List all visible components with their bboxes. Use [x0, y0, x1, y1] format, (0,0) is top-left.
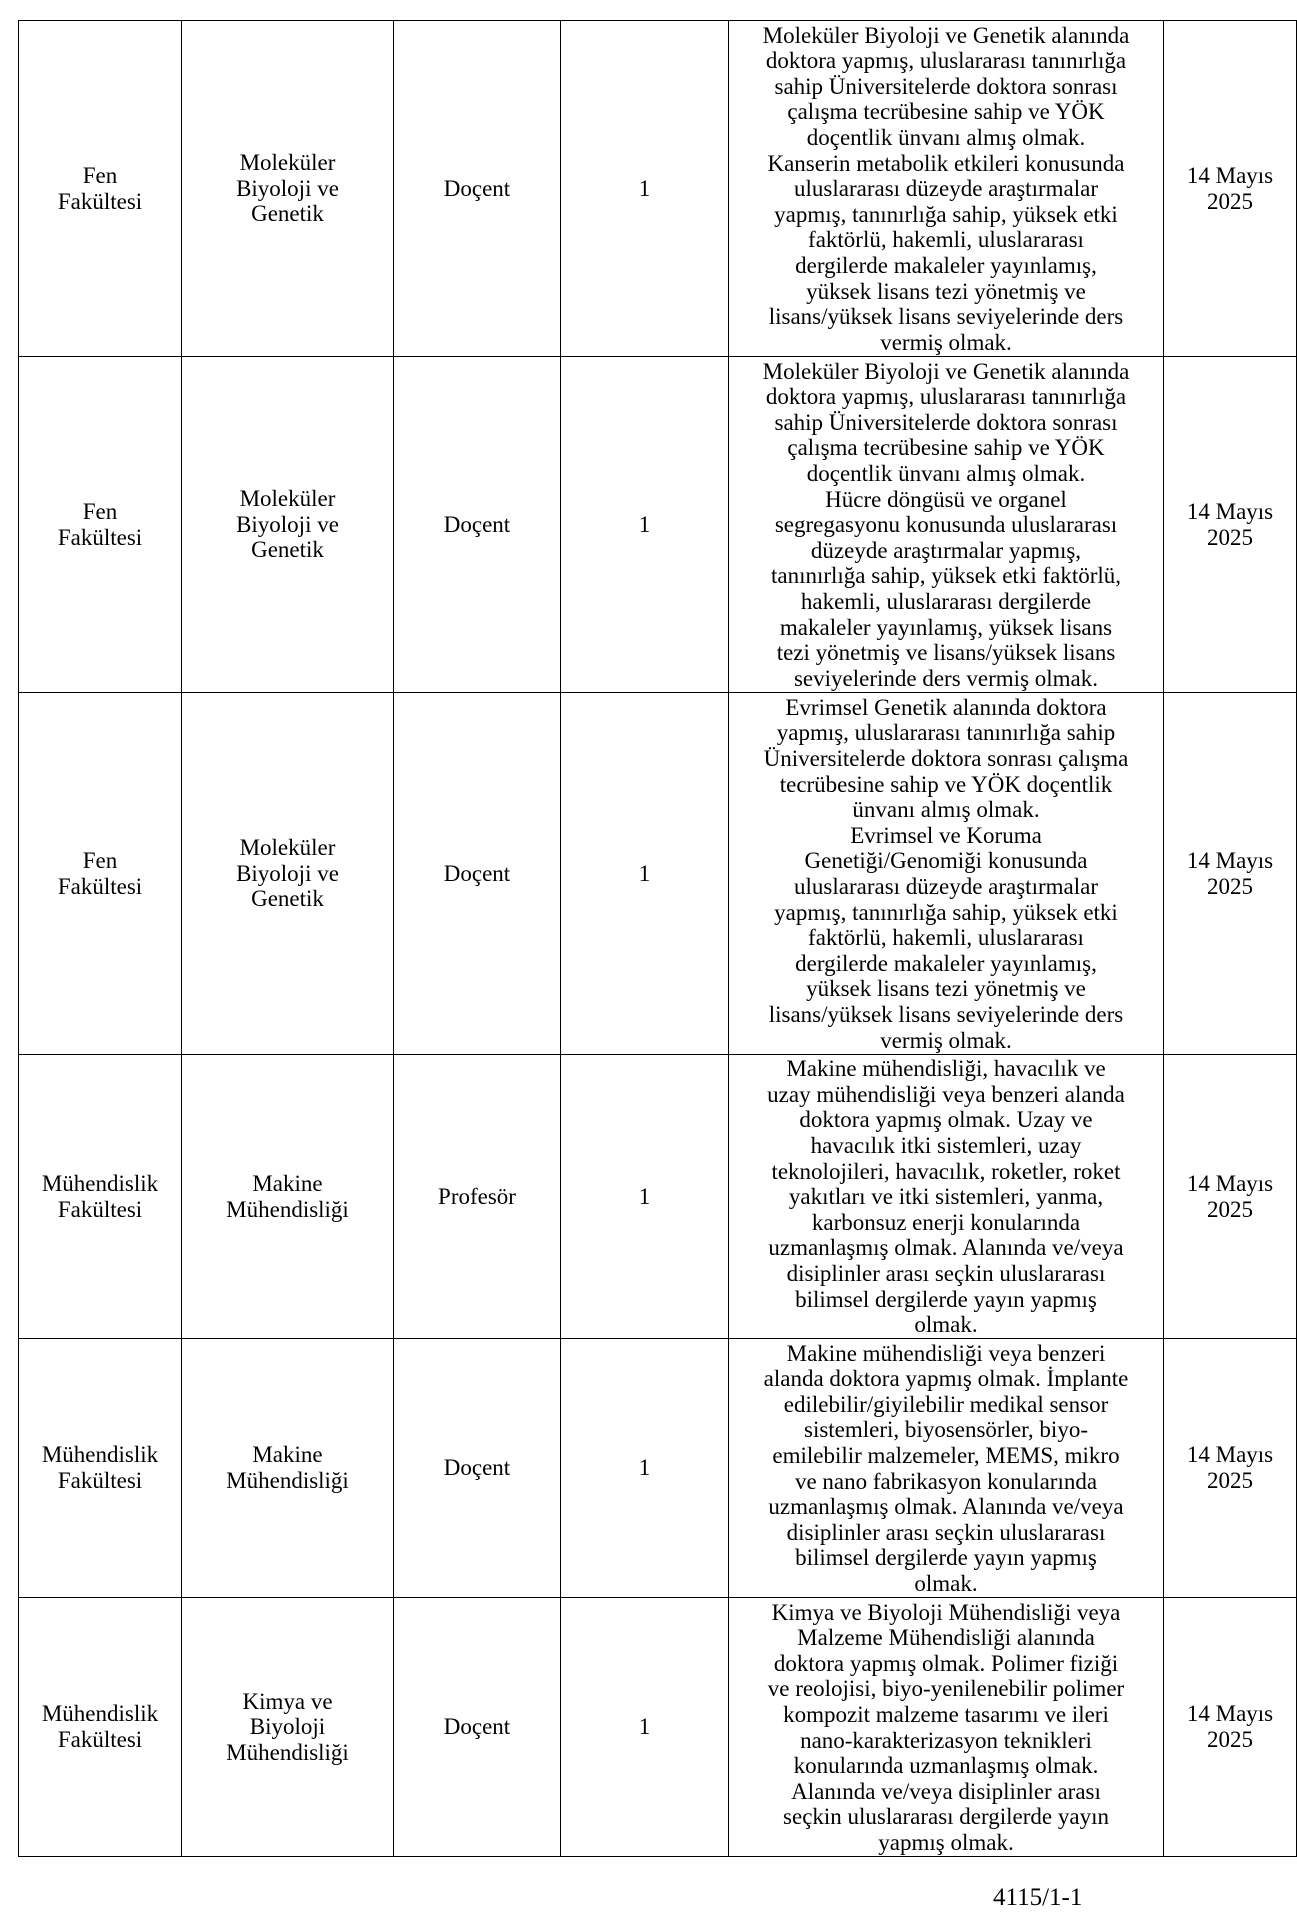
cell-count: 1	[561, 357, 729, 693]
requirements-text: Makine mühendisliği veya benzeri alanda doktora yapmış olmak. İmplante edilebilir/giyilebilir medikal sensor sistemleri, biyosensörler, biyo- emilebilir malzemeler, MEMS, mikro ve nano fabrikasyon konularında uzmanlaşmış olmak. Alanında ve/veya disiplinler arası seçkin uluslararası bilimsel dergilerde yayın yapmış olmak.	[763, 1340, 1129, 1596]
table-row	[19, 21, 1297, 357]
cell-date: 14 Mayıs 2025	[1164, 1055, 1297, 1339]
requirements-text: Evrimsel Genetik alanında doktora yapmış, uluslararası tanınırlığa sahip Üniversitelerde doktora sonrası çalışma tecrübesine sahip ve YÖK doçentlik ünvanı almış olmak. Evrimsel ve Koruma Genetiği/Genomiği konusunda uluslararası düzeyde araştırmalar yapmış, tanınırlığa sahip, yüksek etki faktörlü, hakemli, uluslararası dergilerde makaleler yayınlamış, yüksek lisans tezi yönetmiş ve lisans/yüksek lisans seviyelerinde ders vermiş olmak.	[763, 694, 1129, 1053]
cell-count: 1	[561, 693, 729, 1055]
cell-requirements	[729, 1055, 1164, 1339]
cell-date: 14 Mayıs 2025	[1164, 21, 1297, 357]
cell-department: Makine Mühendisliği	[182, 1339, 394, 1598]
cell-requirements	[729, 21, 1164, 357]
positions-table	[18, 20, 1297, 1857]
table-row	[19, 1339, 1297, 1598]
cell-date: 14 Mayıs 2025	[1164, 693, 1297, 1055]
cell-title: Doçent	[394, 693, 561, 1055]
cell-count: 1	[561, 1598, 729, 1857]
cell-faculty: Fen Fakültesi	[19, 21, 182, 357]
cell-faculty: Mühendislik Fakültesi	[19, 1055, 182, 1339]
cell-requirements	[729, 1339, 1164, 1598]
cell-title: Doçent	[394, 1598, 561, 1857]
cell-title: Profesör	[394, 1055, 561, 1339]
cell-requirements	[729, 1598, 1164, 1857]
requirements-text: Moleküler Biyoloji ve Genetik alanında doktora yapmış, uluslararası tanınırlığa sahip Üniversitelerde doktora sonrası çalışma tecrübesine sahip ve YÖK doçentlik ünvanı almış olmak. Hücre döngüsü ve organel segregasyonu konusunda uluslararası düzeyde araştırmalar yapmış, tanınırlığa sahip, yüksek etki faktörlü, hakemli, uluslararası dergilerde makaleler yayınlamış, yüksek lisans tezi yönetmiş ve lisans/yüksek lisans seviyelerinde ders vermiş olmak.	[762, 358, 1130, 691]
requirements-text: Kimya ve Biyoloji Mühendisliği veya Malzeme Mühendisliği alanında doktora yapmış olmak. Polimer fiziği ve reolojisi, biyo-yenilenebilir polimer kompozit malzeme tasarımı ve ileri nano-karakterizasyon teknikleri konularında uzmanlaşmış olmak. Alanında ve/veya disiplinler arası seçkin uluslararası dergilerde yayın yapmış olmak.	[767, 1599, 1125, 1855]
cell-count: 1	[561, 1339, 729, 1598]
cell-department: Moleküler Biyoloji ve Genetik	[182, 21, 394, 357]
table-row	[19, 693, 1297, 1055]
cell-faculty: Mühendislik Fakültesi	[19, 1598, 182, 1857]
cell-date: 14 Mayıs 2025	[1164, 357, 1297, 693]
cell-title: Doçent	[394, 357, 561, 693]
cell-date: 14 Mayıs 2025	[1164, 1598, 1297, 1857]
cell-date: 14 Mayıs 2025	[1164, 1339, 1297, 1598]
table-row	[19, 1598, 1297, 1857]
requirements-text: Makine mühendisliği, havacılık ve uzay mühendisliği veya benzeri alanda doktora yapmış olmak. Uzay ve havacılık itki sistemleri, uzay teknolojileri, havacılık, roketler, roket yakıtları ve itki sistemleri, yanma, karbonsuz enerji konularında uzmanlaşmış olmak. Alanında ve/veya disiplinler arası seçkin uluslararası bilimsel dergilerde yayın yapmış olmak.	[767, 1056, 1125, 1338]
cell-department: Moleküler Biyoloji ve Genetik	[182, 693, 394, 1055]
cell-department: Kimya ve Biyoloji Mühendisliği	[182, 1598, 394, 1857]
table-row	[19, 1055, 1297, 1339]
page-code: 4115/1-1	[993, 1884, 1083, 1911]
cell-count: 1	[561, 1055, 729, 1339]
cell-requirements	[729, 693, 1164, 1055]
cell-department: Moleküler Biyoloji ve Genetik	[182, 357, 394, 693]
cell-faculty: Fen Fakültesi	[19, 693, 182, 1055]
cell-title: Doçent	[394, 21, 561, 357]
cell-requirements	[729, 357, 1164, 693]
cell-faculty: Mühendislik Fakültesi	[19, 1339, 182, 1598]
cell-department: Makine Mühendisliği	[182, 1055, 394, 1339]
cell-faculty: Fen Fakültesi	[19, 357, 182, 693]
cell-title: Doçent	[394, 1339, 561, 1598]
requirements-text: Moleküler Biyoloji ve Genetik alanında doktora yapmış, uluslararası tanınırlığa sahip Üniversitelerde doktora sonrası çalışma tecrübesine sahip ve YÖK doçentlik ünvanı almış olmak. Kanserin metabolik etkileri konusunda uluslararası düzeyde araştırmalar yapmış, tanınırlığa sahip, yüksek etki faktörlü, hakemli, uluslararası dergilerde makaleler yayınlamış, yüksek lisans tezi yönetmiş ve lisans/yüksek lisans seviyelerinde ders vermiş olmak.	[762, 22, 1130, 355]
cell-count: 1	[561, 21, 729, 357]
table-row	[19, 357, 1297, 693]
